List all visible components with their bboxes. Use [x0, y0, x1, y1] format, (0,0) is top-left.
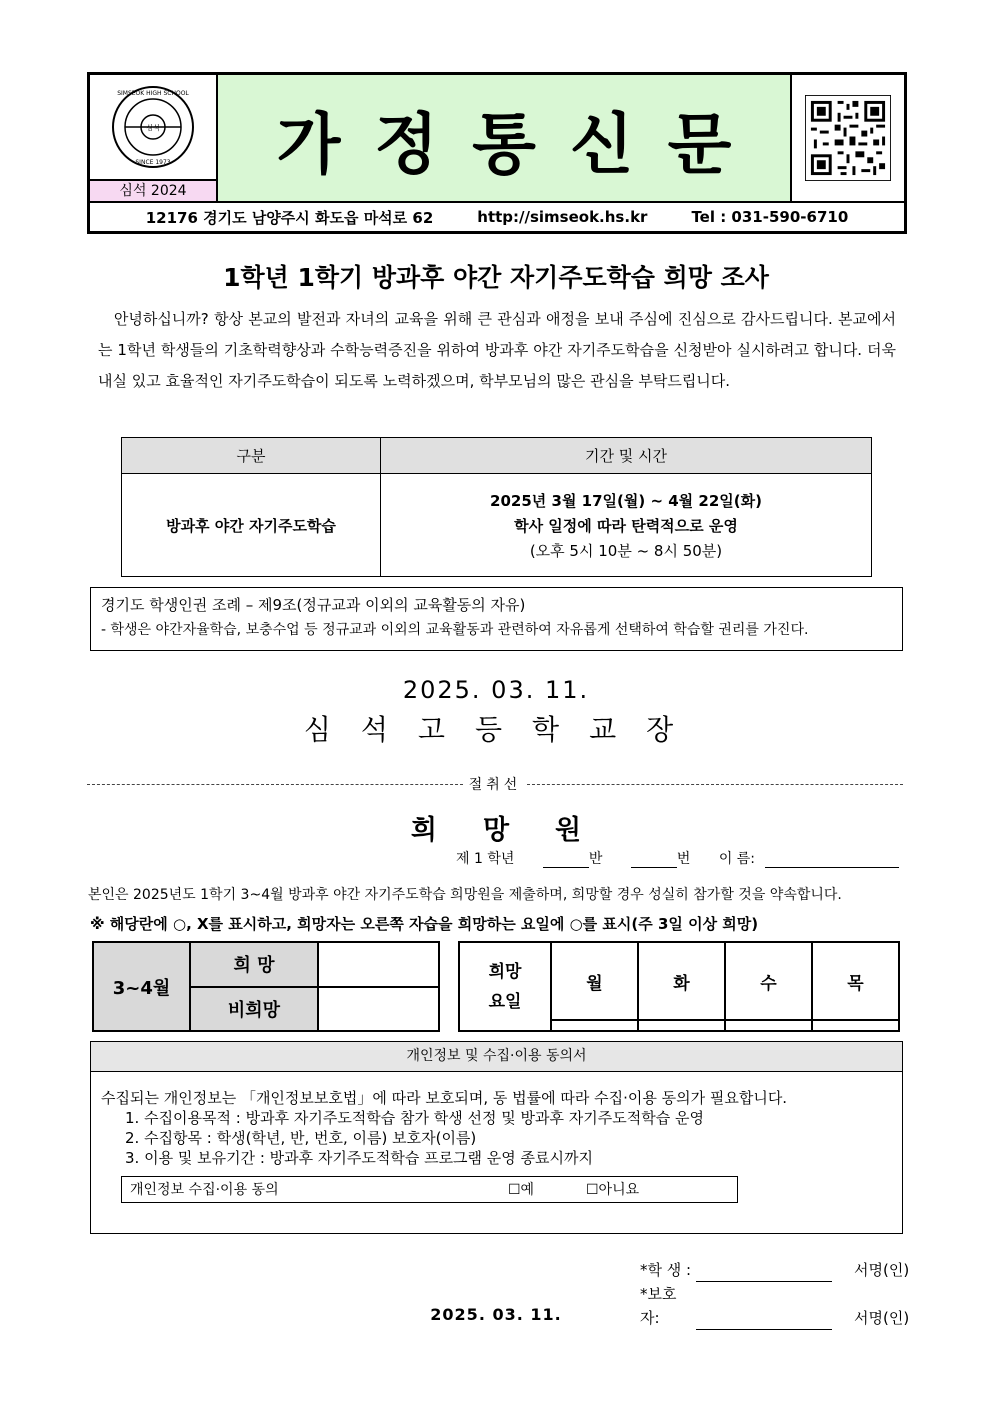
number-label: 번	[676, 851, 691, 867]
schedule-period: 2025년 3월 17일(월) ~ 4월 22일(화)	[490, 491, 762, 510]
letterhead	[87, 72, 907, 234]
days-label-line1: 희망	[488, 961, 522, 982]
cut-line	[87, 774, 903, 794]
consent-no-checkbox[interactable]: ☐아니요	[586, 1181, 640, 1198]
day-header-thu: 목	[812, 942, 899, 1020]
pledge-text: 본인은 2025년도 1학기 3~4월 방과후 야간 자기주도학습 희망원을 제출하며, 희망할 경우 성실히 참가할 것을 약속합니다.	[88, 887, 842, 903]
school-emblem	[90, 75, 216, 179]
wish-table	[92, 941, 440, 1032]
svg-text:SIMSEOK HIGH SCHOOL: SIMSEOK HIGH SCHOOL	[117, 90, 189, 97]
wish-label: 희 망	[190, 942, 318, 987]
schedule-details	[381, 474, 872, 577]
days-table	[458, 941, 900, 1032]
privacy-header: 개인정보 및 수집·이용 동의서	[91, 1042, 902, 1072]
privacy-item-purpose: 1. 수집이용목적 : 방과후 자기주도적학습 참가 학생 선정 및 방과후 자기주도적학습 운영	[125, 1109, 704, 1127]
rights-text: - 학생은 야간자율학습, 보충수업 등 정규교과 이외의 교육활동과 관련하여 자유롭게 선택하여 학습할 권리를 가진다.	[101, 622, 809, 638]
no-wish-label: 비희망	[190, 987, 318, 1032]
schedule-note: 학사 일정에 따라 탄력적으로 운영	[514, 516, 738, 535]
principal-signature: 심석고등학교장	[303, 713, 704, 746]
form-date: 2025. 03. 11.	[430, 1305, 562, 1324]
student-sign-suffix: 서명(인)	[854, 1261, 910, 1279]
consent-yes-checkbox[interactable]: ☐예	[508, 1181, 535, 1198]
day-cell-mon[interactable]	[551, 1020, 638, 1031]
form-title: 희망원	[410, 815, 628, 846]
cut-dash-left	[87, 784, 463, 785]
name-field[interactable]	[765, 867, 899, 868]
qr-code-icon[interactable]	[805, 95, 891, 181]
guardian-sign-field[interactable]	[696, 1329, 832, 1330]
notice-date: 2025. 03. 11.	[402, 676, 590, 704]
cut-line-label: 절취선	[468, 777, 522, 793]
logo-tag: 심석 2024	[90, 179, 216, 201]
day-cell-thu[interactable]	[812, 1020, 899, 1031]
day-header-mon: 월	[551, 942, 638, 1020]
cut-dash-right	[527, 784, 903, 785]
schedule-time: (오후 5시 10분 ~ 8시 50분)	[529, 541, 723, 560]
schedule-header-category: 구분	[122, 438, 381, 474]
svg-text:심석: 심석	[146, 124, 160, 132]
instruction-text: ※ 해당란에 ○, X를 표시하고, 희망자는 오른쪽 자습을 희망하는 요일에 ○를 표시(주 3일 이상 희망)	[90, 915, 759, 933]
day-header-tue: 화	[638, 942, 725, 1020]
privacy-body	[91, 1072, 902, 1203]
student-sign-label: *학 생 :	[640, 1261, 692, 1279]
qr-cell	[792, 75, 904, 201]
day-cell-tue[interactable]	[638, 1020, 725, 1031]
privacy-item-retention: 3. 이용 및 보유기간 : 방과후 자기주도적학습 프로그램 운영 종료시까지	[125, 1149, 594, 1167]
class-field[interactable]	[543, 867, 589, 868]
schedule-program: 방과후 야간 자기주도학습	[122, 474, 381, 577]
school-address: 12176 경기도 남양주시 화도읍 마석로 62	[145, 208, 434, 227]
privacy-consent-box	[90, 1041, 903, 1234]
days-label	[459, 942, 551, 1031]
days-label-line2: 요일	[488, 991, 522, 1012]
grade-label: 제 1 학년	[456, 851, 515, 867]
no-wish-mark-cell[interactable]	[318, 987, 439, 1032]
newsletter-title: 가정통신문	[276, 105, 766, 183]
school-contact-row	[90, 201, 904, 231]
day-cell-wed[interactable]	[725, 1020, 812, 1031]
name-label: 이 름:	[718, 851, 756, 867]
school-logo-cell	[90, 75, 218, 201]
consent-label: 개인정보 수집·이용 동의	[130, 1181, 279, 1198]
school-website-link[interactable]: http://simseok.hs.kr	[477, 208, 648, 226]
student-rights-box	[90, 587, 903, 651]
intro-text: 안녕하십니까? 항상 본교의 발전과 자녀의 교육을 위해 큰 관심과 애정을 보내 주심에 진심으로 감사드립니다. 본교에서는 1학년 학생들의 기초학력향상과 수학능력증진을 위하여 방과후 야간 자기주도학습을 신청받아 실시하려고 합니다. 더욱 내실 있고 효율적인 자기주도학습이 되도록 노력하겠으며, 학부모님의 많은 관심을 부탁드립니다.	[98, 310, 896, 390]
school-phone: Tel : 031-590-6710	[691, 208, 849, 226]
period-label: 3~4월	[93, 942, 190, 1031]
rights-title: 경기도 학생인권 조례 – 제9조(정규교과 이외의 교육활동의 자유)	[101, 596, 526, 614]
privacy-intro: 수집되는 개인정보는 「개인정보보호법」에 따라 보호되며, 동 법률에 따라 수집·이용 동의가 필요합니다.	[101, 1089, 788, 1107]
number-field[interactable]	[631, 867, 677, 868]
survey-title: 1학년 1학기 방과후 야간 자기주도학습 희망 조사	[223, 263, 769, 292]
svg-text:SINCE 1973: SINCE 1973	[135, 159, 171, 166]
newsletter-title-cell	[218, 75, 792, 201]
guardian-sign-label: *보호자:	[640, 1285, 677, 1327]
student-info-line	[456, 848, 899, 868]
day-header-wed: 수	[725, 942, 812, 1020]
consent-row	[121, 1176, 738, 1203]
class-label: 반	[588, 851, 603, 867]
student-signature-row	[640, 1258, 909, 1282]
wish-mark-cell[interactable]	[318, 942, 439, 987]
intro-paragraph	[98, 304, 896, 397]
guardian-sign-suffix: 서명(인)	[854, 1309, 910, 1327]
schedule-header-period: 기간 및 시간	[381, 438, 872, 474]
privacy-item-fields: 2. 수집항목 : 학생(학년, 반, 번호, 이름) 보호자(이름)	[125, 1129, 477, 1147]
schedule-table	[121, 437, 872, 577]
